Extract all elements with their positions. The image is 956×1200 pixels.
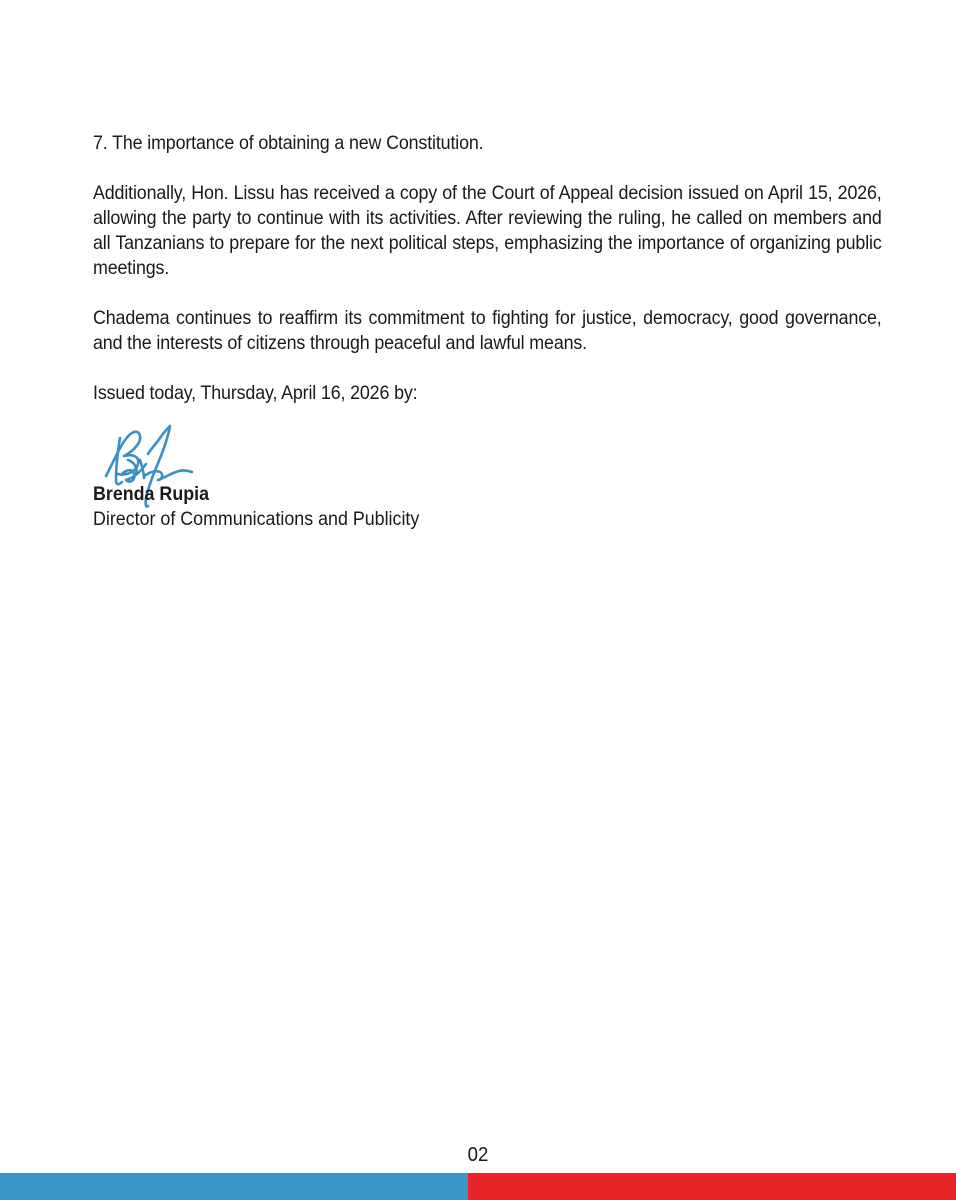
signatory-name: Brenda Rupia <box>93 484 210 505</box>
list-item-constitution: 7. The importance of obtaining a new Constitution. <box>93 133 484 154</box>
page-number: 02 <box>467 1144 489 1166</box>
footer-bar-blue <box>0 1173 468 1200</box>
paragraph-commitment: Chadema continues to reaffirm its commitment to fighting for justice, democracy, good governance, and the interests of citizens through peaceful and lawful means. <box>93 308 882 354</box>
footer-color-bar <box>0 1173 956 1200</box>
footer-bar-red <box>468 1173 956 1200</box>
signatory-title: Director of Communications and Publicity <box>93 509 420 530</box>
issued-line: Issued today, Thursday, April 16, 2026 by: <box>93 383 418 404</box>
paragraph-court-ruling: Additionally, Hon. Lissu has received a copy of the Court of Appeal decision issued on April 15, 2026, allowing the party to continue with its activities. After reviewing the ruling, he called on members and all Tanzanians to prepare for the next political steps, emphasizing the importance of organizing public meetings. <box>93 183 882 279</box>
document-body <box>93 131 882 406</box>
